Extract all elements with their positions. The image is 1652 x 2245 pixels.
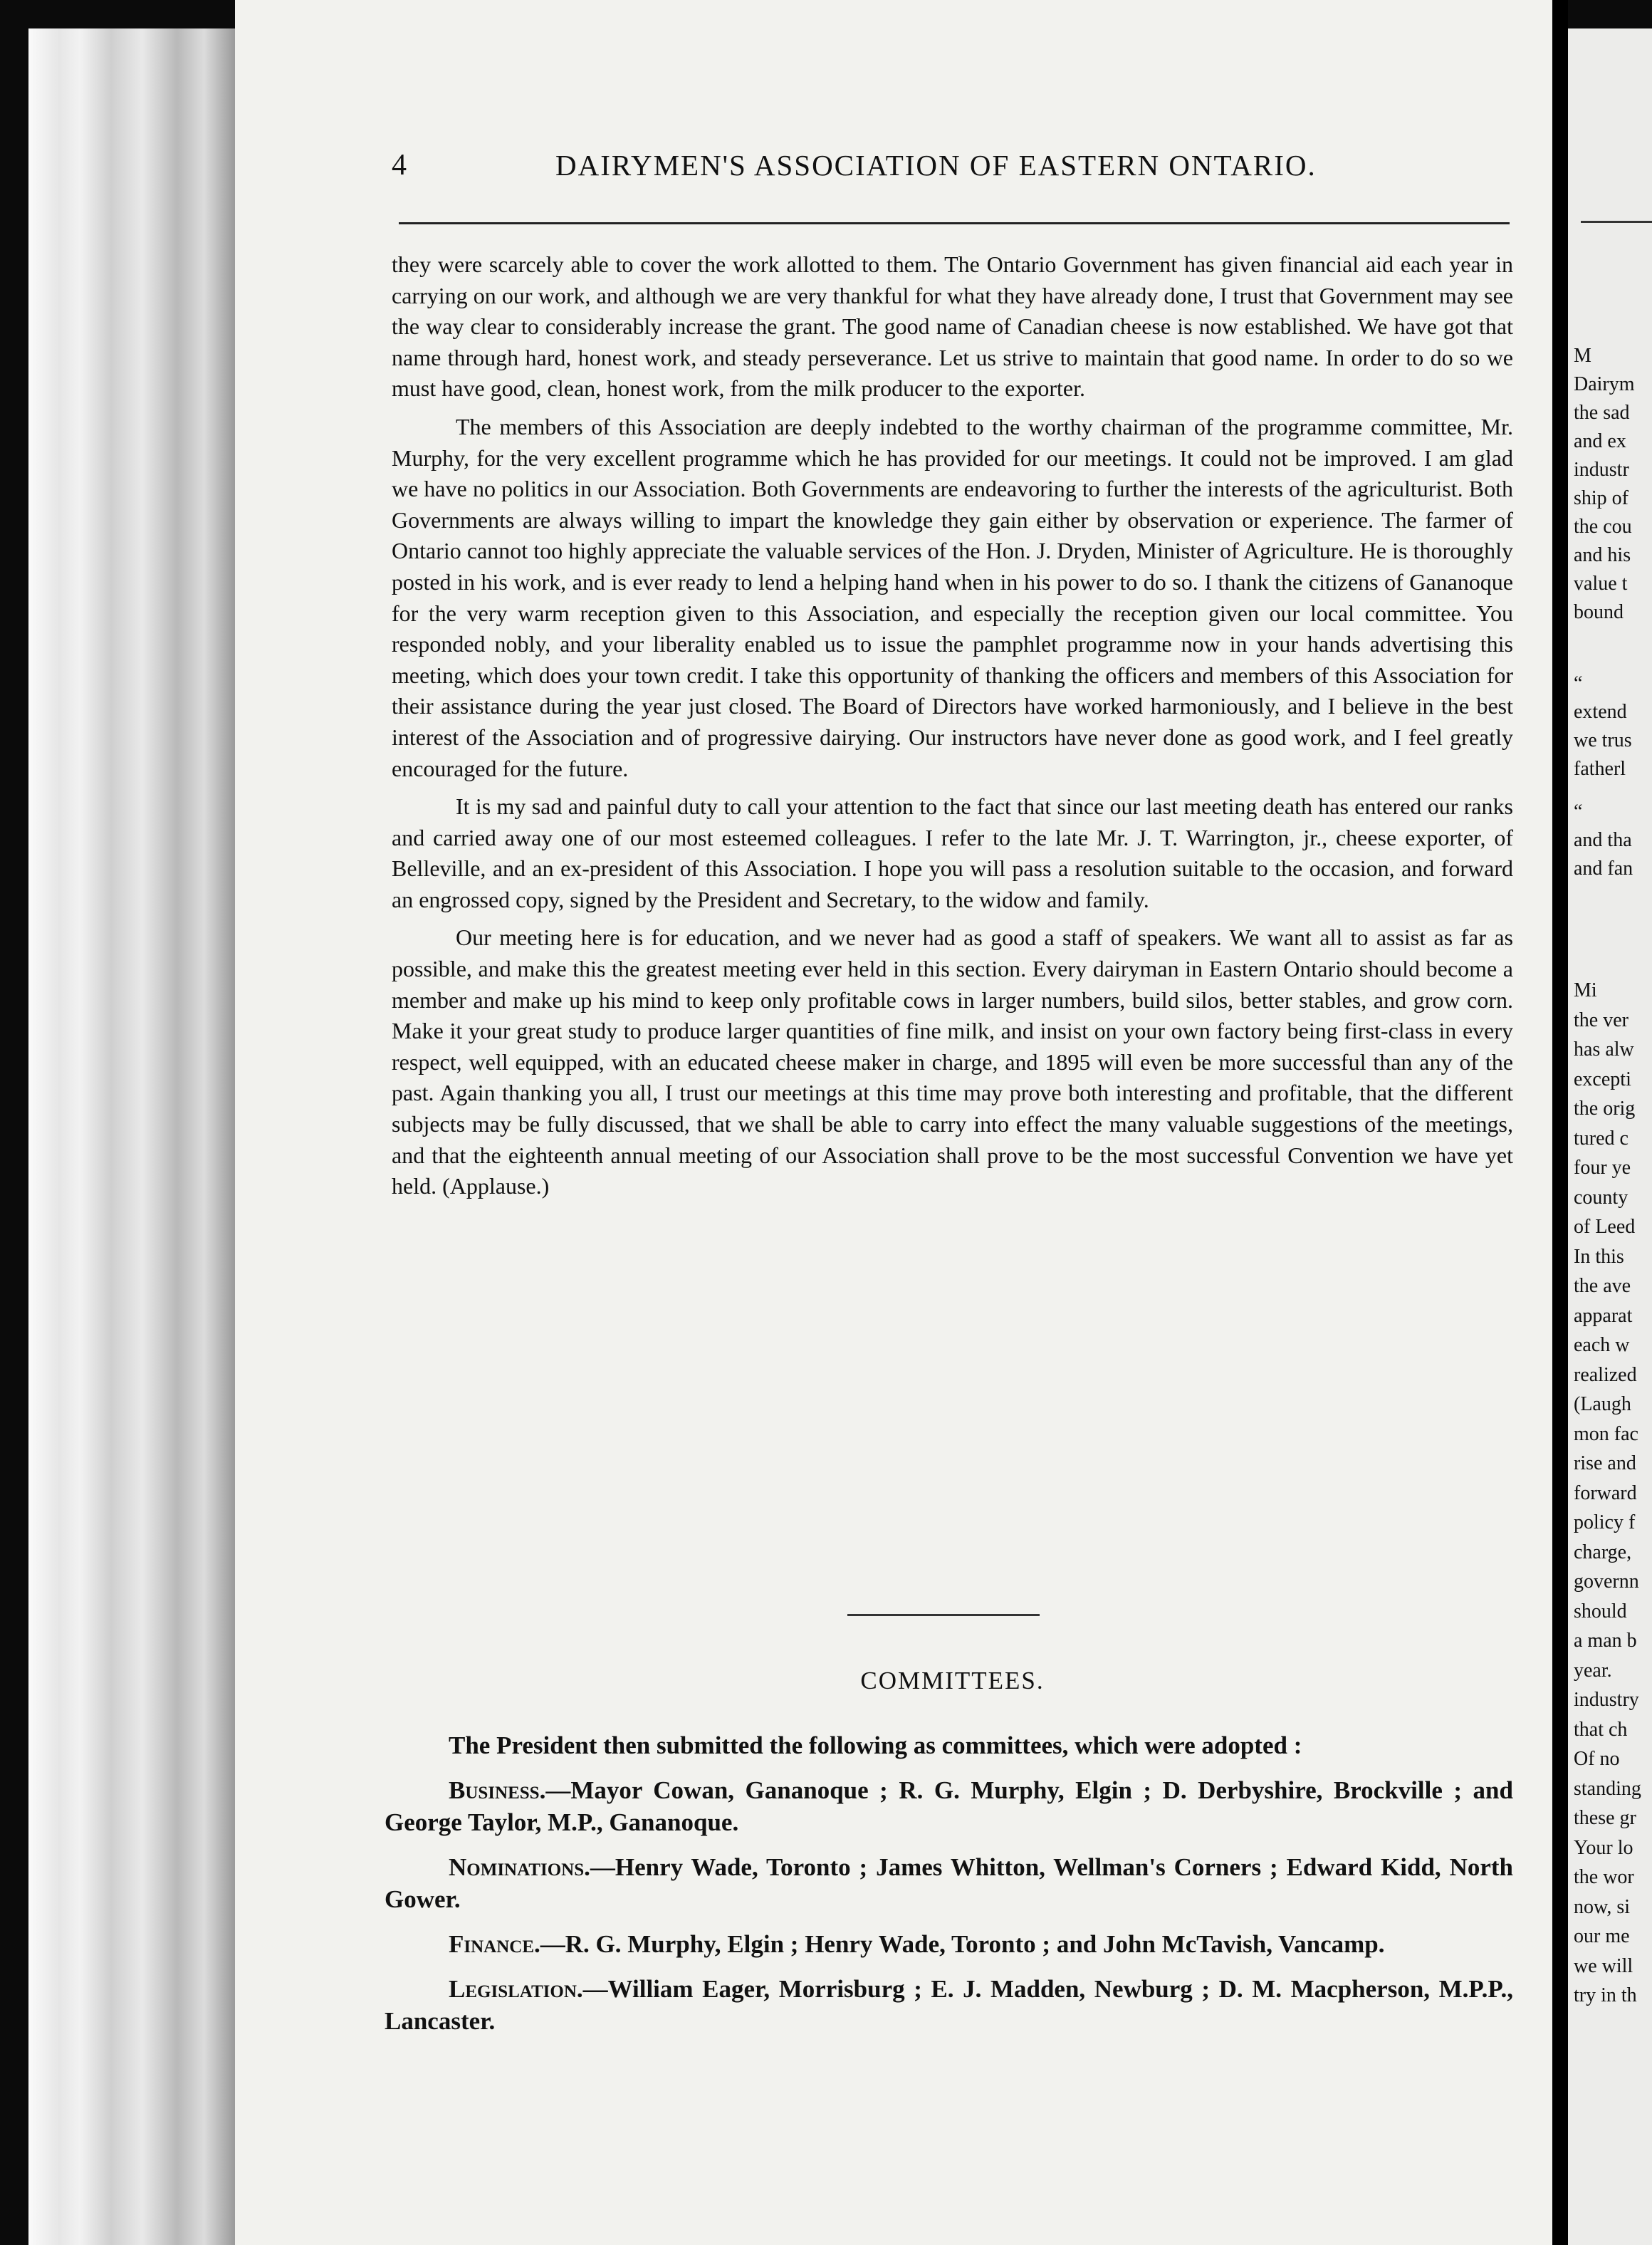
- adjacent-fragment: In this: [1574, 1245, 1624, 1268]
- committees-intro: The President then submitted the following as committees, which were adopted :: [449, 1731, 1302, 1759]
- adjacent-fragment: the ave: [1574, 1275, 1631, 1297]
- committee-members: —Henry Wade, Toronto ; James Whitton, Wellman's Corners ; Edward Kidd, North Gower.: [385, 1853, 1513, 1913]
- adjacent-fragment: has alw: [1574, 1038, 1634, 1061]
- committee-members: —Mayor Cowan, Gananoque ; R. G. Murphy, Elgin ; D. Derbyshire, Brockville ; and George Taylor, M.P., Gananoque.: [385, 1776, 1513, 1836]
- adjacent-fragment: should: [1574, 1600, 1627, 1622]
- adjacent-fragment: standing: [1574, 1777, 1641, 1800]
- committees-heading: COMMITTEES.: [860, 1667, 1045, 1694]
- adjacent-fragment: four ye: [1574, 1157, 1631, 1179]
- committee-label: Legislation.: [449, 1975, 583, 2003]
- committee-label: Nominations.: [449, 1853, 590, 1881]
- adjacent-fragment: policy f: [1574, 1511, 1636, 1533]
- adjacent-fragment: and his: [1574, 544, 1631, 566]
- adjacent-fragment: and tha: [1574, 829, 1632, 851]
- adjacent-fragment: the cou: [1574, 516, 1632, 538]
- committee-entry: [385, 1774, 1513, 1838]
- adjacent-text-group: [1574, 342, 1635, 627]
- paragraph: they were scarcely able to cover the work allotted to them. The Ontario Government has given financial aid each year in carrying on our work, and although we are very thankful for what they have already done, I trust that Government may see the way clear to considerably increase the grant. The good name of Canadian cheese is now established. We have got that name through hard, honest work, and steady perseverance. Let us strive to maintain that good name. In order to do so we must have good, clean, honest work, from the milk producer to the exporter.: [392, 251, 1513, 402]
- committee-label: Business.: [449, 1776, 546, 1804]
- book-page: [235, 0, 1567, 2245]
- committee-label: Finance.: [449, 1930, 540, 1958]
- committee-entry: [385, 1928, 1513, 1960]
- adjacent-fragment: a man b: [1574, 1630, 1637, 1652]
- adjacent-fragment: Mi: [1574, 979, 1597, 1001]
- adjacent-fragment: of Leed: [1574, 1216, 1636, 1238]
- adjacent-fragment: mon fac: [1574, 1422, 1638, 1445]
- section-separator: [847, 1614, 1040, 1616]
- paragraph: It is my sad and painful duty to call your attention to the fact that since our last meeting death has entered our ranks and carried away one of our most esteemed colleagues. I refer to the late Mr. J. T. Warrington, jr., cheese exporter, of Belleville, and an ex-president of this Association. I hope you will pass a resolution suitable to the occasion, and forward an engrossed copy, signed by the President and Secretary, to the widow and family.: [392, 793, 1513, 912]
- adjacent-fragment: governn: [1574, 1571, 1639, 1593]
- adjacent-text-group: [1574, 670, 1632, 783]
- adjacent-header-rule: [1581, 221, 1652, 223]
- adjacent-fragment: and ex: [1574, 430, 1626, 452]
- paragraph: The members of this Association are deeply indebted to the worthy chairman of the programme committee, Mr. Murphy, for the very excellent programme which he has provided for our meetings. It could not be improved. I am glad we have no politics in our Association. Both Governments are endeavoring to further the interests of the agriculturist. Both Governments are always willing to impart the knowledge they gain either by observation or experience. The farmer of Ontario cannot too highly appreciate the valuable services of the Hon. J. Dryden, Minister of Agriculture. He is thoroughly posted in his work, and is ever ready to lend a helping hand when in his power to do so. I thank the citizens of Gananoque for the very warm reception given to this Association, and especially the reception given our local committee. You responded nobly, and your liberality enabled us to issue the pamphlet programme now in your hands advertising this meeting, which does your town credit. I take this opportunity of thanking the officers and members of this Association for their assistance during the year just closed. The Board of Directors have worked harmoniously, and I believe in the best interest of the Association and of progressive dairying. Our instructors have never done as good work, and I feel greatly encouraged for the future.: [392, 413, 1513, 781]
- adjacent-text-group: [1574, 976, 1641, 2011]
- adjacent-fragment: the wor: [1574, 1866, 1634, 1888]
- adjacent-fragment: tured c: [1574, 1127, 1629, 1150]
- adjacent-fragment: value t: [1574, 573, 1628, 595]
- committee-members: —R. G. Murphy, Elgin ; Henry Wade, Toronto ; and John McTavish, Vancamp.: [540, 1930, 1385, 1958]
- adjacent-fragment: try in th: [1574, 1984, 1637, 2006]
- committee-entry: [385, 1973, 1513, 2037]
- adjacent-fragment: and fan: [1574, 858, 1633, 880]
- adjacent-fragment: industry: [1574, 1689, 1639, 1711]
- adjacent-fragment: now, si: [1574, 1895, 1631, 1918]
- adjacent-fragment: these gr: [1574, 1807, 1636, 1829]
- adjacent-text-group: [1574, 798, 1633, 883]
- page-gutter: [1552, 0, 1568, 2245]
- paragraph: Our meeting here is for education, and we never had as good a staff of speakers. We want all to assist as far as possible, and make this the greatest meeting ever held in this section. Every dairyman in Eastern Ontario should become a member and make up his mind to keep only profitable cows in larger numbers, build silos, better stables, and grow corn. Make it your great study to produce larger quantities of fine milk, and insist on your own factory being first-class in every respect, well equipped, with an educated cheese maker in charge, and 1895 will even be more successful than any of the past. Again thanking you all, I trust our meetings at this time may prove both interesting and profitable, that the different subjects may be fully discussed, that we shall be able to carry into effect the many valuable suggestions of the meetings, and that the eighteenth annual meeting of our Association shall prove to be the most successful Convention we have yet held. (Applause.): [392, 924, 1513, 1199]
- page-header-title: DAIRYMEN'S ASSOCIATION OF EASTERN ONTARIO.: [555, 149, 1317, 182]
- adjacent-fragment: county: [1574, 1186, 1629, 1209]
- adjacent-fragment: “: [1574, 801, 1583, 823]
- committee-members: —William Eager, Morrisburg ; E. J. Madden, Newburg ; D. M. Macpherson, M.P.P., Lancaster.: [385, 1975, 1513, 2035]
- header-rule: [399, 222, 1510, 224]
- adjacent-fragment: realized: [1574, 1363, 1637, 1386]
- adjacent-fragment: M: [1574, 345, 1591, 367]
- committees-list: [385, 1729, 1513, 2050]
- adjacent-fragment: excepti: [1574, 1068, 1631, 1090]
- page-number: 4: [392, 149, 407, 182]
- adjacent-fragment: (Laugh: [1574, 1393, 1631, 1415]
- adjacent-fragment: fatherl: [1574, 758, 1626, 780]
- adjacent-fragment: extend: [1574, 701, 1627, 723]
- adjacent-fragment: Dairym: [1574, 373, 1635, 395]
- adjacent-fragment: “: [1574, 672, 1583, 694]
- adjacent-fragment: apparat: [1574, 1304, 1633, 1327]
- adjacent-fragment: each w: [1574, 1334, 1630, 1356]
- adjacent-fragment: the orig: [1574, 1098, 1636, 1120]
- adjacent-fragment: the sad: [1574, 402, 1630, 424]
- adjacent-fragment: Your lo: [1574, 1836, 1633, 1859]
- adjacent-fragment: rise and: [1574, 1452, 1636, 1474]
- adjacent-fragment: forward: [1574, 1481, 1637, 1504]
- adjacent-fragment: ship of: [1574, 487, 1629, 509]
- adjacent-fragment: that ch: [1574, 1718, 1628, 1741]
- adjacent-fragment: our me: [1574, 1925, 1630, 1947]
- book-spine-edge: [28, 28, 235, 2245]
- adjacent-page-edge: [1568, 28, 1652, 2245]
- speech-body: [392, 249, 1513, 1202]
- adjacent-fragment: the ver: [1574, 1009, 1629, 1031]
- committee-entry: [385, 1851, 1513, 1915]
- adjacent-fragment: year.: [1574, 1659, 1612, 1682]
- adjacent-fragment: charge,: [1574, 1541, 1632, 1563]
- adjacent-fragment: bound: [1574, 601, 1624, 623]
- adjacent-fragment: industr: [1574, 459, 1629, 481]
- adjacent-fragment: Of no: [1574, 1748, 1620, 1770]
- adjacent-fragment: we will: [1574, 1954, 1633, 1977]
- running-head: [392, 148, 1624, 191]
- adjacent-fragment: we trus: [1574, 729, 1632, 751]
